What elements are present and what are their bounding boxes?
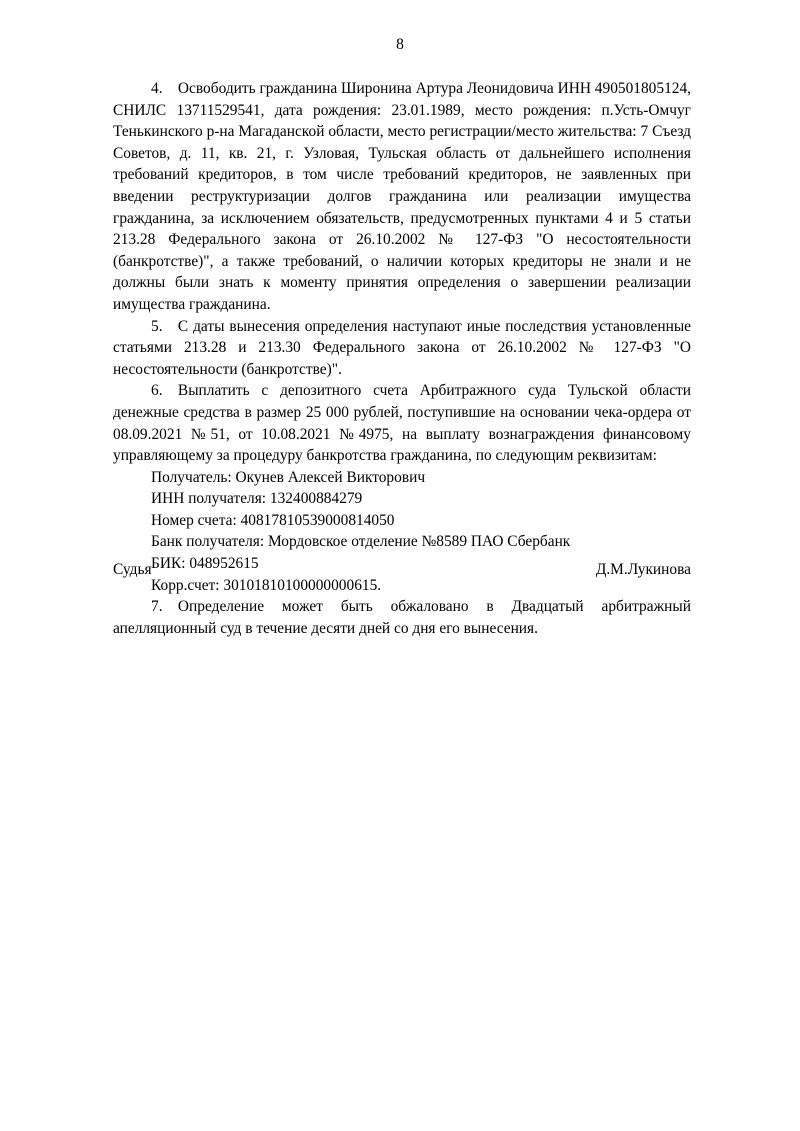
paragraph-item-6: 6. Выплатить с депозитного счета Арбитражного суда Тульской области денежные средства в размер 25 000 рублей, поступившие на основании чека-ордера от 08.09.2021 №51, от 10.08.2021 №4975, на выплату вознаграждения финансовому управляющему за процедуру банкротства гражданина, по следующим реквизитам: [113, 382, 691, 465]
paragraph-item-5: 5. С даты вынесения определения наступают иные последствия установленные статьями 213.28 и 213.30 Федерального закона от 26.10.2002 № 127-ФЗ "О несостоятельности (банкротстве)". [113, 317, 691, 378]
signature-role: Судья [113, 561, 152, 578]
signature-name: Д.М.Лукинова [595, 561, 691, 578]
paragraph-item-4: 4. Освободить гражданина Широнина Артура Леонидовича ИНН 490501805124, СНИЛС 13711529541, дата рождения: 23.01.1989, место рождения: п.Усть-Омчуг Тенькинского р-на Магаданской области, место регистрации/место жительства: 7 Съезд Советов, д. 11, кв. 21, г. Узловая, Тульская область от дальнейшего исполнения требований кредиторов, в том числе требований кредиторов, не заявленных при введении реструктуризации долгов гражданина или реализации имущества гражданина, за исключением обязательств, предусмотренных пунктами 4 и 5 статьи 213.28 Федерального закона от 26.10.2002 № 127-ФЗ "О несостоятельности (банкротстве)", а также требований, о наличии которых кредиторы не знали и не должны были знать к моменту принятия определения о завершении реализации имущества гражданина. [113, 80, 691, 313]
list-item: Корр.счет: 30101810100000000615. [151, 576, 382, 594]
list-item: ИНН получателя: 132400884279 [151, 490, 363, 508]
list-item: БИК: 048952615 [151, 555, 259, 573]
list-item: Номер счета: 40817810539000814050 [151, 511, 395, 529]
list-item: Банк получателя: Мордовское отделение №8589 ПАО Сбербанк [151, 533, 571, 551]
document-body [113, 78, 691, 639]
page-number: 8 [396, 36, 404, 53]
list-item: Получатель: Окунев Алексей Викторович [151, 468, 426, 486]
paragraph-item-7: 7. Определение может быть обжаловано в Двадцатый арбитражный апелляционный суд в течение десяти дней со дня его вынесения. [113, 598, 691, 637]
signature-block [113, 559, 691, 581]
